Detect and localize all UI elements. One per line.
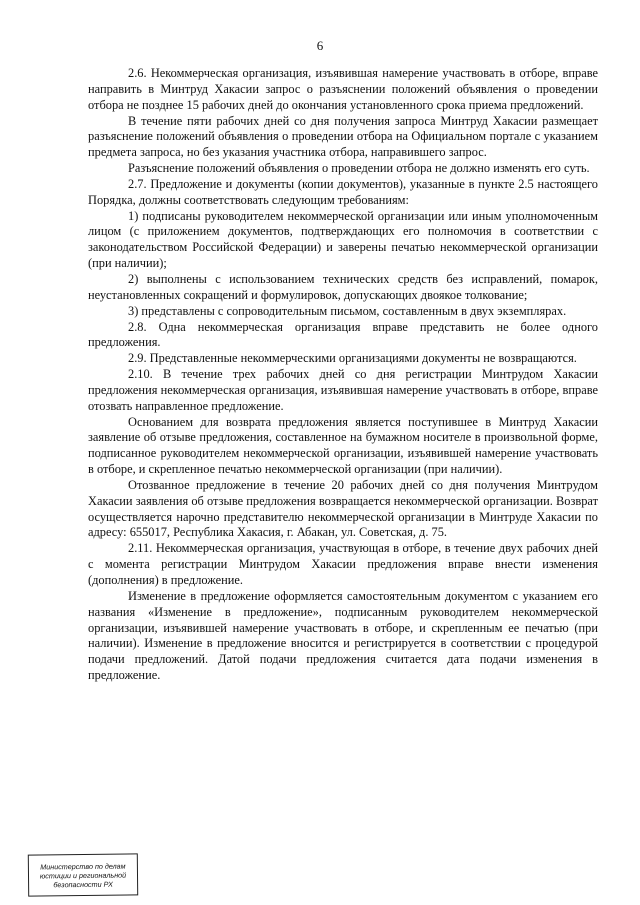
paragraph-2-8: 2.8. Одна некоммерческая организация вправе представить не более одного предложения. bbox=[88, 319, 598, 350]
stamp-line-3: безопасности РХ bbox=[53, 879, 113, 889]
stamp-line-1: Министерство по делам bbox=[40, 861, 126, 871]
paragraph-clarification-timing: В течение пяти рабочих дней со дня получения запроса Минтруд Хакасии размещает разъяснение положений объявления о проведении отбора на Официальном портале с указанием предмета запроса, но без указания участника отбора, направившего запрос. bbox=[88, 113, 598, 160]
requirement-item-1: 1) подписаны руководителем некоммерческой организации или иным уполномоченным лицом (с приложением документов, подтверждающих его полномочия в соответствии с законодательством Российской Федерации) и заверены печатью некоммерческой организации (при наличии); bbox=[88, 208, 598, 271]
document-body bbox=[88, 66, 598, 684]
paragraph-clarification-scope: Разъяснение положений объявления о проведении отбора не должно изменять его суть. bbox=[128, 161, 590, 176]
paragraph-2-11: 2.11. Некоммерческая организация, участвующая в отборе, в течение двух рабочих дней с момента регистрации Минтрудом Хакасии предложения вправе внести изменения (дополнения) в предложение. bbox=[88, 541, 598, 587]
paragraph-return-procedure: Отозванное предложение в течение 20 рабочих дней со дня получения Минтрудом Хакасии заявления об отзыве предложения возвращается некоммерческой организации. Возврат осуществляется нарочно представителю некоммерческой организации в Минтруде Хакасии по адресу: 655017, Республика Хакасия, г. Абакан, ул. Советская, д. 75. bbox=[88, 477, 598, 540]
paragraph-change-format: Изменение в предложение оформляется самостоятельным документом с указанием его названия «Изменение в предложение», подписанным руководителем некоммерческой организации, изъявившей намерение участвовать в отборе, и скрепленным ее печатью (при наличии). Изменение в предложение вносится и регистрируется в соответствии с процедурой подачи предложений. Датой подачи предложения считается дата подачи изменения в предложение. bbox=[88, 588, 598, 683]
requirement-item-3: 3) представлены с сопроводительным письмом, составленным в двух экземплярах. bbox=[128, 303, 567, 318]
paragraph-return-grounds: Основанием для возврата предложения является поступившее в Минтруд Хакасии заявление об отзыве предложения, составленное на бумажном носителе в произвольной форме, подписанное руководителем некоммерческой организации, изъявившей намерение участвовать в отборе, и скрепленное печатью некоммерческой организации (при наличии). bbox=[88, 414, 598, 477]
paragraph-2-7: 2.7. Предложение и документы (копии документов), указанные в пункте 2.5 настоящего Порядка, должны соответствовать следующим требованиям: bbox=[88, 176, 598, 207]
stamp-line-2: юстиции и региональной bbox=[39, 870, 127, 880]
ministry-stamp bbox=[28, 853, 138, 896]
paragraph-2-6: 2.6. Некоммерческая организация, изъявившая намерение участвовать в отборе, вправе направить в Минтруд Хакасии запрос о разъяснении положений объявления о проведении отбора не позднее 15 рабочих дней до окончания установленного срока приема предложений. bbox=[88, 66, 598, 112]
paragraph-2-10: 2.10. В течение трех рабочих дней со дня регистрации Минтрудом Хакасии предложения некоммерческая организация, изъявившая намерение участвовать в отборе, вправе отозвать направленное предложение. bbox=[88, 367, 598, 413]
page-number: 6 bbox=[316, 38, 324, 53]
paragraph-2-9: 2.9. Представленные некоммерческими организациями документы не возвращаются. bbox=[128, 351, 577, 366]
requirement-item-2: 2) выполнены с использованием технических средств без исправлений, помарок, неустановленных сокращений и формулировок, допускающих двоякое толкование; bbox=[88, 271, 598, 302]
